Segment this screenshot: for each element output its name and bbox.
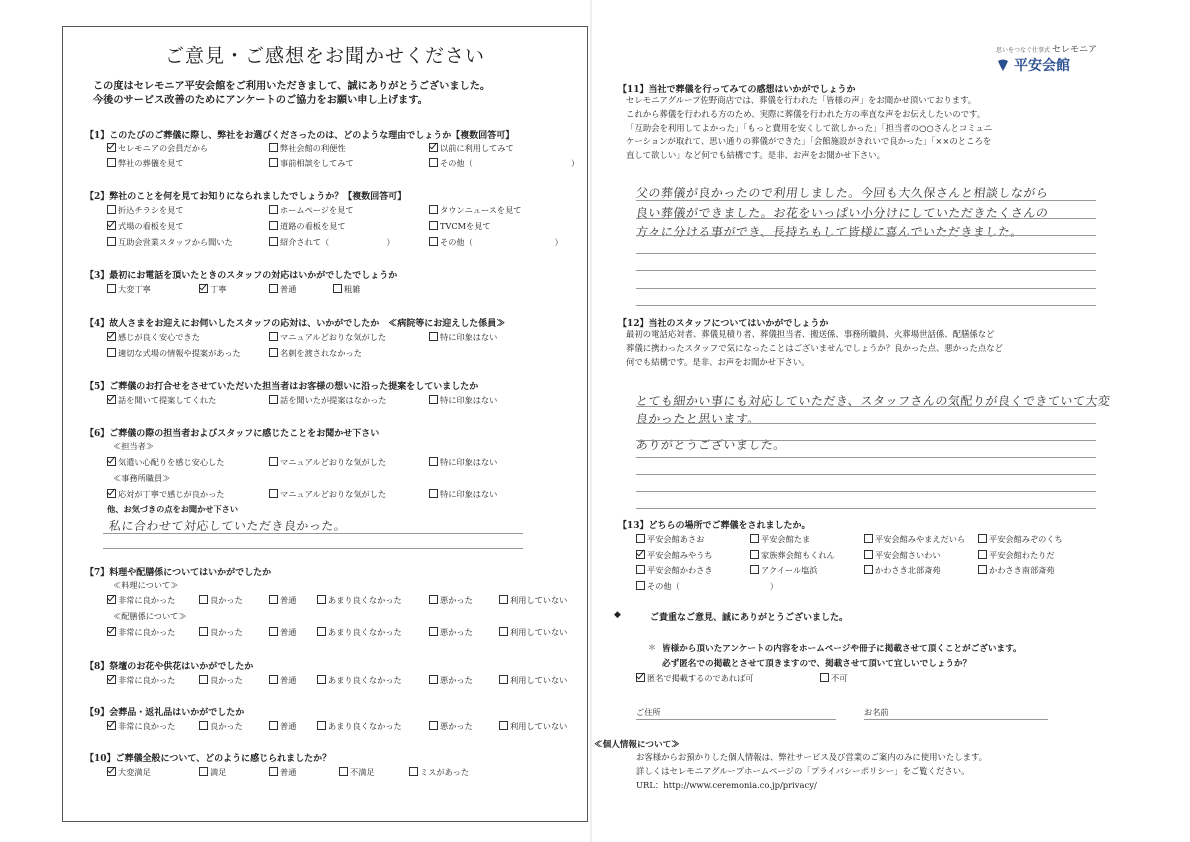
scale-option[interactable]: 不満足: [339, 767, 375, 778]
checkbox[interactable]: [864, 550, 873, 559]
scale-option[interactable]: 普通: [269, 721, 296, 732]
q7-sub-food: ≪料理について≫: [113, 580, 179, 590]
q1-option[interactable]: 事前相談をしてみて: [269, 158, 354, 169]
checkbox[interactable]: [269, 395, 278, 404]
answer-line: [636, 200, 1096, 201]
scale-option[interactable]: 非常に良かった: [107, 675, 175, 686]
q13-label: 【13】どちらの場所でご葬儀をされましたか。: [618, 521, 811, 531]
answer-line: [636, 406, 1096, 407]
checkbox[interactable]: [107, 237, 116, 246]
checkbox[interactable]: [750, 534, 759, 543]
answer-line: [103, 548, 523, 549]
survey-left-page: [62, 26, 588, 822]
scale-option[interactable]: 良かった: [199, 595, 243, 606]
q13-option[interactable]: その他（ ）: [636, 581, 778, 592]
checkbox[interactable]: [499, 675, 508, 684]
q3-option[interactable]: 丁寧: [199, 284, 226, 295]
q4-option[interactable]: 適切な式場の情報や提案があった: [107, 348, 241, 359]
page-title: ご意見・ご感想をお聞かせください: [164, 45, 485, 67]
checkbox[interactable]: [107, 675, 116, 684]
q2-option[interactable]: 道路の看板を見て: [269, 221, 346, 232]
privacy-text: お客様からお預かりした個人情報は、弊社サービス及び営業のご案内のみに使用いたします。 詳しくはセレモニアグループホームページの「プライバシーポリシー」をご覧ください。 URL：http://www.ceremonia.co.jp/privacy/: [636, 752, 988, 790]
checkbox[interactable]: [636, 550, 645, 559]
checkbox[interactable]: [269, 205, 278, 214]
q11-handwritten-line[interactable]: 父の葬儀が良かったので利用しました。今回も大久保さんと相談しながら: [635, 186, 1050, 200]
q2-option[interactable]: タウンニュースを見て: [429, 205, 521, 216]
q5-option[interactable]: 話を聞いたが提案はなかった: [269, 395, 386, 406]
scale-option[interactable]: 非常に良かった: [107, 627, 175, 638]
q12-handwritten-line[interactable]: とても細かい事にも対応していただき、スタッフさんの気配りが良くできていて大変: [635, 394, 1112, 408]
checkbox[interactable]: [107, 767, 116, 776]
q4-option[interactable]: 名刺を渡されなかった: [269, 348, 362, 359]
scale-option[interactable]: あまり良くなかった: [317, 675, 402, 686]
checkbox[interactable]: [429, 158, 438, 167]
scale-option[interactable]: あまり良くなかった: [317, 595, 402, 606]
q13-option[interactable]: 家族葬会館もくれん: [750, 550, 835, 561]
checkbox[interactable]: [269, 284, 278, 293]
q11-label: 【11】当社で葬儀を行ってみての感想はいかがでしょうか: [618, 85, 856, 95]
q13-option[interactable]: 平安会館わたりだ: [978, 550, 1055, 561]
scale-option[interactable]: 悪かった: [429, 595, 473, 606]
scale-option[interactable]: 普通: [269, 767, 296, 778]
checkbox[interactable]: [107, 284, 116, 293]
checkbox[interactable]: [269, 457, 278, 466]
scale-option[interactable]: 大変満足: [107, 767, 151, 778]
checkbox[interactable]: [199, 721, 208, 730]
checkbox[interactable]: [107, 489, 116, 498]
checkbox[interactable]: [269, 143, 278, 152]
scale-option[interactable]: 利用していない: [499, 627, 567, 638]
privacy-title: ≪個人情報について≫: [594, 740, 680, 750]
checkbox[interactable]: [107, 205, 116, 214]
checkbox[interactable]: [107, 158, 116, 167]
checkbox[interactable]: [269, 158, 278, 167]
checkbox[interactable]: [199, 767, 208, 776]
checkbox[interactable]: [429, 143, 438, 152]
q13-option[interactable]: 平安会館みやうち: [636, 550, 713, 561]
asterisk-icon: ＊: [648, 643, 656, 652]
q4-label: 【4】故人さまをお迎えにお伺いしたスタッフの応対は、いかがでしたか ≪病院等にお迎えした係員≫: [85, 319, 506, 329]
q3-option[interactable]: 普通: [269, 284, 296, 295]
q3-label: 【3】最初にお電話を頂いたときのスタッフの対応はいかがでしたでしょうか: [85, 271, 398, 281]
checkbox[interactable]: [636, 581, 645, 590]
q2-option[interactable]: その他（ ）: [429, 237, 563, 248]
address-label: ご住所: [636, 707, 661, 717]
answer-line: [636, 253, 1096, 254]
answer-line: [636, 305, 1096, 306]
checkbox[interactable]: [269, 675, 278, 684]
q13-option[interactable]: 平安会館あさお: [636, 534, 704, 545]
publish-text-1: 皆様から頂いたアンケートの内容をホームページや冊子に掲載させて頂くことがございます。: [662, 644, 1022, 654]
checkbox[interactable]: [429, 675, 438, 684]
scale-option[interactable]: 悪かった: [429, 627, 473, 638]
q13-option[interactable]: アクイール塩浜: [750, 565, 818, 576]
q12-handwritten-line[interactable]: ありがとうございました。: [635, 438, 787, 452]
checkbox[interactable]: [199, 284, 208, 293]
q4-option[interactable]: 特に印象はない: [429, 332, 497, 343]
q13-option[interactable]: 平安会館さいわい: [864, 550, 941, 561]
q2-option[interactable]: ホームページを見て: [269, 205, 354, 216]
checkbox[interactable]: [636, 534, 645, 543]
q2-option[interactable]: TVCMを見て: [429, 221, 491, 232]
checkbox[interactable]: [317, 627, 326, 636]
checkbox[interactable]: [199, 675, 208, 684]
q6-option[interactable]: 応対が丁寧で感じが良かった: [107, 489, 224, 500]
q3-option[interactable]: 粗雑: [333, 284, 360, 295]
q11-body: セレモニアグループ佐野商店では、葬儀を行われた「皆様の声」をお聞かせ頂いております。 これから葬儀を行われる方のため、実際に葬儀を行われた方の率直な声をお伝えしたいのです。 「互助会を利用してよかった」「もっと費用を安くして欲しかった」「担当者の○○さんとコミュニ ケーションが取れて、思い通りの葬儀ができた」「会館施設がきれいで良かった」「××のところを 直して欲しい」など何でも結構です。是非、お声をお聞かせ下さい。: [626, 95, 993, 161]
q6-option[interactable]: マニュアルどおりな気がした: [269, 457, 386, 468]
checkbox[interactable]: [429, 332, 438, 341]
checkbox[interactable]: [409, 767, 418, 776]
q6-label: 【6】ご葬儀の際の担当者およびスタッフに感じたことをお聞かせ下さい: [85, 429, 380, 439]
scale-option[interactable]: 利用していない: [499, 721, 567, 732]
checkbox[interactable]: [107, 457, 116, 466]
scale-option[interactable]: 悪かった: [429, 721, 473, 732]
checkbox[interactable]: [107, 595, 116, 604]
thanks-text: ご貴重なご意見、誠にありがとうございました。: [650, 613, 849, 623]
answer-line: [636, 218, 1096, 219]
q6-sub-staff: ≪担当者≫: [113, 441, 154, 451]
scale-option[interactable]: 非常に良かった: [107, 721, 175, 732]
scale-option[interactable]: 普通: [269, 595, 296, 606]
q1-option[interactable]: セレモニアの会員だから: [107, 143, 208, 154]
q8-label: 【8】祭壇のお花や供花はいかがでしたか: [85, 662, 254, 672]
answer-line: [103, 533, 523, 534]
checkbox[interactable]: [269, 221, 278, 230]
answer-line: [636, 440, 1096, 441]
company-logo: 思いをつなぐ仕事式 セレモニア 平安会館: [996, 45, 1097, 74]
q10-label: 【10】ご葬儀全般について、どのように感じられましたか？: [85, 754, 332, 764]
checkbox[interactable]: [199, 595, 208, 604]
checkbox[interactable]: [269, 489, 278, 498]
checkbox[interactable]: [978, 534, 987, 543]
q7-sub-waiter: ≪配膳係について≫: [113, 611, 187, 621]
checkbox[interactable]: [107, 395, 116, 404]
address-field[interactable]: [636, 719, 836, 720]
checkbox[interactable]: [750, 550, 759, 559]
scale-option[interactable]: あまり良くなかった: [317, 627, 402, 638]
checkbox[interactable]: [333, 284, 342, 293]
checkbox[interactable]: [269, 348, 278, 357]
q13-option[interactable]: 平安会館かわさき: [636, 565, 713, 576]
q1-option[interactable]: 弊社会館の利便性: [269, 143, 346, 154]
q3-option[interactable]: 大変丁寧: [107, 284, 151, 295]
checkbox[interactable]: [429, 595, 438, 604]
name-label: お名前: [864, 707, 889, 717]
checkbox[interactable]: [269, 721, 278, 730]
scale-option[interactable]: ミスがあった: [409, 767, 469, 778]
scale-option[interactable]: 良かった: [199, 721, 243, 732]
privacy-url: URL：http://www.ceremonia.co.jp/privacy/: [636, 780, 817, 790]
intro-text: この度はセレモニア平安会館をご利用いただきまして、誠にありがとうございました。 今後のサービス改善のためにアンケートのご協力をお願い申し上げます。: [93, 80, 491, 106]
checkbox[interactable]: [107, 348, 116, 357]
scale-option[interactable]: 良かった: [199, 627, 243, 638]
q13-option[interactable]: 平安会館たま: [750, 534, 810, 545]
q6-option[interactable]: 気遣い心配りを感じ安心した: [107, 457, 224, 468]
checkbox[interactable]: [269, 332, 278, 341]
q13-option[interactable]: かわさき北部斎苑: [864, 565, 941, 576]
checkbox[interactable]: [317, 595, 326, 604]
checkbox[interactable]: [269, 627, 278, 636]
checkbox[interactable]: [978, 565, 987, 574]
answer-line: [636, 235, 1096, 236]
q2-label: 【2】弊社のことを何を見てお知りになられましたでしょうか？【複数回答可】: [85, 192, 407, 202]
scale-option[interactable]: 良かった: [199, 675, 243, 686]
answer-line: [636, 423, 1096, 424]
q1-option[interactable]: 弊社の葬儀を見て: [107, 158, 184, 169]
checkbox[interactable]: [107, 721, 116, 730]
checkbox[interactable]: [499, 595, 508, 604]
q1-option[interactable]: その他（ ）: [429, 158, 579, 169]
q11-handwritten-line[interactable]: 良い葬儀ができました。お花をいっぱい小分けにしていただきたくさんの: [635, 206, 1050, 220]
checkbox[interactable]: [107, 332, 116, 341]
q6-handwritten-answer[interactable]: 私に合わせて対応していただき良かった。: [108, 519, 348, 533]
checkbox[interactable]: [269, 237, 278, 246]
answer-line: [636, 288, 1096, 289]
q6-option[interactable]: マニュアルどおりな気がした: [269, 489, 386, 500]
checkbox[interactable]: [339, 767, 348, 776]
checkbox[interactable]: [864, 565, 873, 574]
q4-option[interactable]: 感じが良く安心できた: [107, 332, 200, 343]
q2-option[interactable]: 紹介されて（ ）: [269, 237, 395, 248]
checkbox[interactable]: [269, 767, 278, 776]
scale-option[interactable]: 満足: [199, 767, 226, 778]
checkbox[interactable]: [107, 143, 116, 152]
checkbox[interactable]: [429, 627, 438, 636]
scale-option[interactable]: 利用していない: [499, 675, 567, 686]
q6-option[interactable]: 特に印象はない: [429, 457, 497, 468]
q12-handwritten-line[interactable]: 良かったと思います。: [635, 412, 761, 426]
sheet-fold: [590, 0, 592, 842]
diamond-icon: ◆: [614, 610, 621, 620]
checkbox[interactable]: [499, 627, 508, 636]
checkbox[interactable]: [429, 395, 438, 404]
checkbox[interactable]: [199, 627, 208, 636]
survey-right-page: [596, 26, 1128, 822]
scale-option[interactable]: 普通: [269, 627, 296, 638]
scale-option[interactable]: あまり良くなかった: [317, 721, 402, 732]
name-field[interactable]: [864, 719, 1048, 720]
checkbox[interactable]: [317, 721, 326, 730]
q2-option[interactable]: 折込チラシを見て: [107, 205, 184, 216]
checkbox[interactable]: [636, 565, 645, 574]
checkbox[interactable]: [107, 627, 116, 636]
q1-label: 【1】このたびのご葬儀に際し、弊社をお選びくださったのは、どのような理由でしょうか【複数回答可】: [85, 131, 515, 141]
answer-line: [636, 491, 1096, 492]
answer-line: [636, 508, 1096, 509]
q6-sub-office: ≪事務所職員≫: [113, 473, 171, 483]
q11-handwritten-line[interactable]: 方々に分ける事ができ、長持ちもして皆様に喜んでいただきました。: [635, 225, 1024, 239]
q7-label: 【7】料理や配膳係についてはいかがでしたか: [85, 568, 272, 578]
q6-other-label: 他、お気づきの点をお聞かせ下さい: [107, 504, 239, 514]
q12-body: 最初の電話応対者、葬儀見積り者、葬儀担当者、搬送係、事務所職員、火葬場世話係、配膳係など 葬儀に携わったスタッフで気になったことはございませんでしょうか？良かった点、悪かった点など 何でも結構です。是非、お声をお聞かせ下さい。: [626, 329, 1004, 367]
checkbox[interactable]: [429, 457, 438, 466]
checkbox[interactable]: [978, 550, 987, 559]
checkbox[interactable]: [429, 205, 438, 214]
checkbox[interactable]: [317, 675, 326, 684]
publish-option[interactable]: 不可: [820, 673, 847, 684]
q5-label: 【5】ご葬儀のお打合せをさせていただいた担当者はお客様の想いに沿った提案をしていましたか: [85, 382, 479, 392]
checkbox[interactable]: [750, 565, 759, 574]
q13-option[interactable]: かわさき南部斎苑: [978, 565, 1055, 576]
q9-label: 【9】会葬品・返礼品はいかがでしたか: [85, 708, 245, 718]
q13-option[interactable]: 平安会館みぞのくち: [978, 534, 1063, 545]
checkbox[interactable]: [429, 221, 438, 230]
scale-option[interactable]: 利用していない: [499, 595, 567, 606]
q5-option[interactable]: 特に印象はない: [429, 395, 497, 406]
checkbox[interactable]: [429, 489, 438, 498]
publish-text-2: 必ず匿名での掲載とさせて頂きますので、掲載させて頂いて宜しいでしょうか？: [662, 659, 972, 669]
checkbox[interactable]: [864, 534, 873, 543]
answer-line: [636, 270, 1096, 271]
checkbox[interactable]: [820, 673, 829, 682]
answer-line: [636, 457, 1096, 458]
scale-option[interactable]: 非常に良かった: [107, 595, 175, 606]
q1-option[interactable]: 以前に利用してみて: [429, 143, 514, 154]
publish-option[interactable]: 匿名で掲載するのであれば可: [636, 673, 753, 684]
q4-option[interactable]: マニュアルどおりな気がした: [269, 332, 386, 343]
q6-option[interactable]: 特に印象はない: [429, 489, 497, 500]
checkbox[interactable]: [636, 673, 645, 682]
scale-option[interactable]: 普通: [269, 675, 296, 686]
q2-option[interactable]: 式場の看板を見て: [107, 221, 184, 232]
checkbox[interactable]: [499, 721, 508, 730]
checkbox[interactable]: [269, 595, 278, 604]
checkbox[interactable]: [107, 221, 116, 230]
q13-option[interactable]: 平安会館みやまえだいら: [864, 534, 965, 545]
q2-option[interactable]: 互助会営業スタッフから聞いた: [107, 237, 233, 248]
q5-option[interactable]: 話を聞いて提案してくれた: [107, 395, 216, 406]
answer-line: [636, 474, 1096, 475]
q12-label: 【12】当社のスタッフについてはいかがでしょうか: [618, 319, 829, 329]
scale-option[interactable]: 悪かった: [429, 675, 473, 686]
checkbox[interactable]: [429, 721, 438, 730]
checkbox[interactable]: [429, 237, 438, 246]
